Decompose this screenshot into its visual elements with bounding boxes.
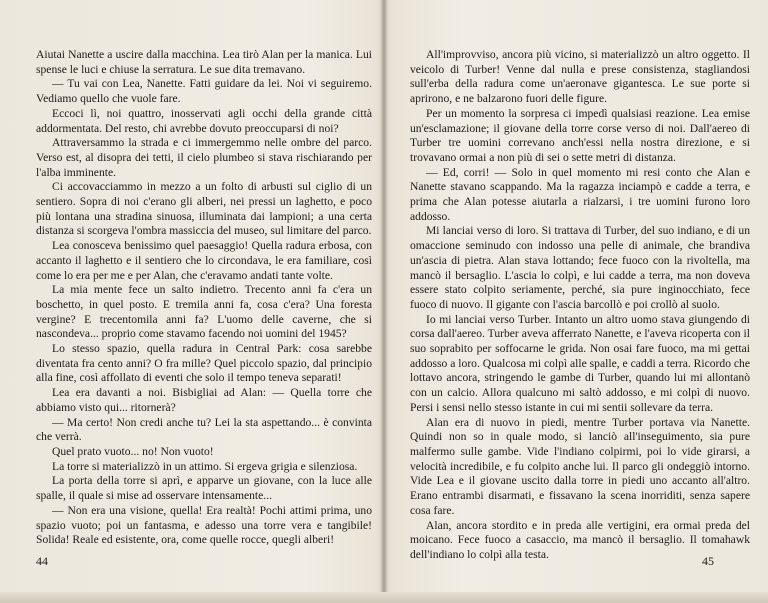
paragraph: Lea conosceva benissimo quel paesaggio! Quella radura erbosa, con accanto il laghetto e il sentiero che lo circondava, le era familiare, così come lo era per me e per Alan, che c'eravamo andati tante volte. <box>36 239 372 282</box>
paragraph: — Ed, corri! — Solo in quel momento mi resi conto che Alan e Nanette stavano scappando. Ma la ragazza inciampò e cadde a terra, e prima che Alan potesse aiutarla a rialzarsi, i tre uomini furono loro addosso. <box>410 165 750 223</box>
right-page <box>410 48 750 563</box>
paragraph: Eccoci lì, noi quattro, inosservati agli occhi della grande città addormentata. Del resto, chi avrebbe dovuto preoccuparsi di noi? <box>36 106 372 135</box>
left-page <box>36 48 372 548</box>
paragraph: Lea era davanti a noi. Bisbigliai ad Alan: — Quella torre che abbiamo visto qui... ritornerà? <box>36 386 372 414</box>
paragraph: All'improvviso, ancora più vicino, si materializzò un altro oggetto. Il veicolo di Turber! Venne dal nulla e prese consistenza, stagliandosi sull'erba della radura come un'aeronave gigantesca. Le sue porte si aprirono, e ne balzarono fuori delle figure. <box>410 48 750 106</box>
paragraph: Io mi lanciai verso Turber. Intanto un altro uomo stava giungendo di corsa dall'aereo. Turber aveva afferrato Nanette, e l'aveva ricoperta con il suo soprabito per soffocarne le grida. Non osai fare fuoco, ma mi gettai addosso a loro. Qualcosa mi colpì alle spalle, e caddi a terra. Ricordo che lottavo ancora, stringendo le gambe di Turber, quando lui mi allontanò con un calcio. Allora qualcuno mi saltò addosso, e mi colpì di nuovo. Persi i sensi nello stesso istante in cui mi sentii sollevare da terra. <box>410 312 750 414</box>
paragraph: Alan, ancora stordito e in preda alle vertigini, era ormai preda del moicano. Fece fuoco a casaccio, ma mancò il bersaglio. Il tomahawk dell'indiano lo colpì alla testa. <box>410 518 750 561</box>
paragraph: Per un momento la sorpresa ci impedì qualsiasi reazione. Lea emise un'esclamazione; il giovane della torre corse verso di noi. Dall'aereo di Turber tre uomini correvano anch'essi nella nostra direzione, e si trovavano ormai a non più di sei o sette metri di distanza. <box>410 106 750 164</box>
paragraph: — Tu vai con Lea, Nanette. Fatti guidare da lei. Noi vi seguiremo. Vediamo quello che vuole fare. <box>36 77 372 106</box>
page-bottom-edge <box>0 592 768 603</box>
paragraph: Ci accovacciammo in mezzo a un folto di arbusti sul ciglio di un sentiero. Sopra di noi c'erano gli alberi, nei pressi un laghetto, e poco più lontana una stradina sinuosa, illuminata dai lampioni; a una certa distanza si scorgeva l'ombra massiccia del museo, sul limitare del parco. <box>36 180 372 238</box>
paragraph: La porta della torre si aprì, e apparve un giovane, con la luce alle spalle, il quale si mise ad osservare intensamente... <box>36 474 372 503</box>
paragraph: La torre si materializzò in un attimo. Si ergeva grigia e silenziosa. <box>52 459 358 473</box>
paragraph: — Ma certo! Non credi anche tu? Lei la sta aspettando... è convinta che verrà. <box>36 415 372 444</box>
paragraph: Quel prato vuoto... no! Non vuoto! <box>52 444 214 458</box>
paragraph: La mia mente fece un salto indietro. Trecento anni fa c'era un boschetto, in quel posto. E tremila anni fa, cosa c'era? Una foresta vergine? E trecentomila anni fa? L'uomo delle caverne, che si nascondeva... proprio come stavamo facendo noi uomini del 1945? <box>36 283 372 341</box>
paragraph: Alan era di nuovo in piedi, mentre Turber portava via Nanette. Quindi non so in quale modo, si lanciò all'inseguimento, sia pure malfermo sulle gambe. Vide l'indiano colpirmi, poi lo vide girarsi, a velocità incredibile, e fu colpito anche lui. Il parco gli ondeggiò intorno. Vide Lea e il giovane uscito dalla torre in piedi uno accanto all'altro. Erano entrambi disarmati, e fissavano la scena inorriditi, senza sapere cosa fare. <box>410 415 750 517</box>
page-number-right: 45 <box>702 554 714 568</box>
paragraph: — Non era una visione, quella! Era realtà! Pochi attimi prima, uno spazio vuoto; poi un fantasma, e adesso una torre vera e tangibile! Solida! Reale ed esistente, ora, come quelle rocce, quegli alberi! <box>36 503 372 547</box>
paragraph: Mi lanciai verso di loro. Si trattava di Turber, del suo indiano, e di un omaccione seminudo con indosso una pelle di animale, che brandiva un'ascia di pietra. Alan stava lottando; fece fuoco con la rivoltella, ma mancò il bersaglio. L'ascia lo colpì, e lui cadde a terra, ma non doveva essere stato colpito seriamente, perché, sia pure inginocchiato, fece fuoco di nuovo. Il gigante con l'ascia barcollò e poi crollò al suolo. <box>410 224 750 311</box>
book-gutter <box>380 0 388 603</box>
paragraph: Lo stesso spazio, quella radura in Central Park: cosa sarebbe diventata fra cento anni? O fra mille? Quel piccolo spazio, dal principio alla fine, così affollato di eventi che solo il tempo teneva separati! <box>36 342 372 385</box>
page-number-left: 44 <box>36 554 48 568</box>
paragraph: Aiutai Nanette a uscire dalla macchina. Lea tirò Alan per la manica. Lui spense le luci e chiuse la serratura. Le sue dita tremavano. <box>36 48 372 76</box>
paragraph: Attraversammo la strada e ci immergemmo nelle ombre del parco. Verso est, al disopra dei tetti, il cielo plumbeo si stava rischiarando per l'alba imminente. <box>36 136 372 179</box>
